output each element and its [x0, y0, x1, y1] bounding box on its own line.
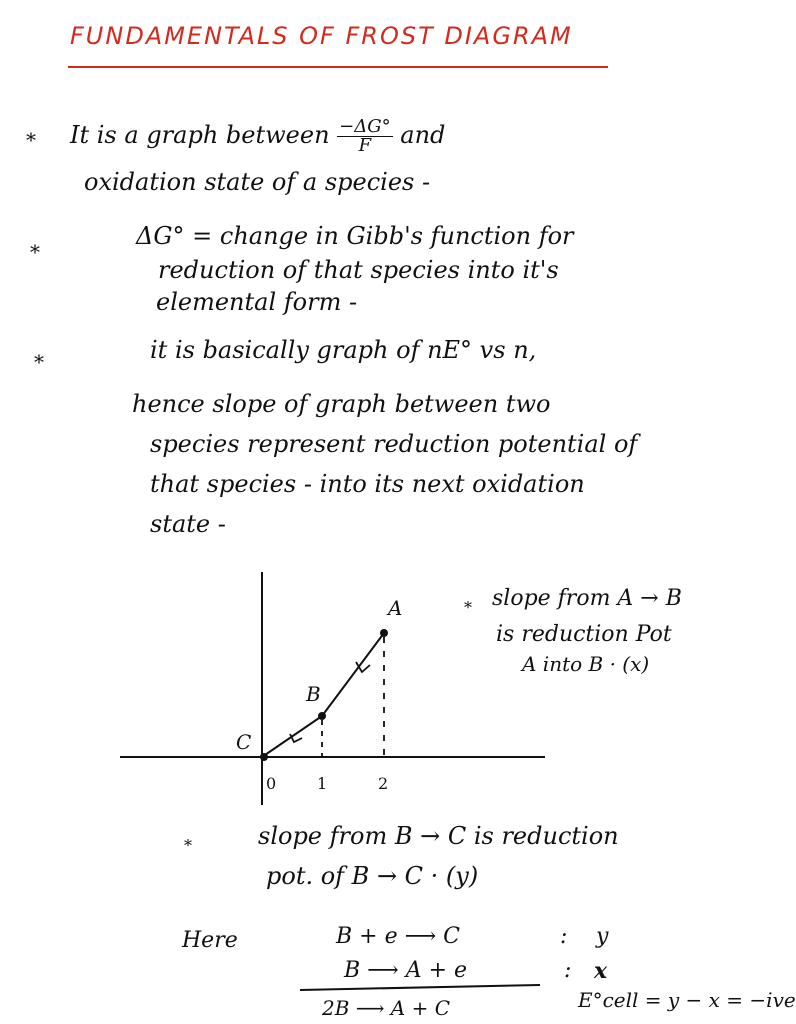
arrow-b-to-c — [290, 734, 302, 742]
line-1-post: and — [400, 121, 446, 149]
line-2: oxidation state of a species - — [84, 168, 431, 196]
p3-line-4: that species - into its next oxidation — [150, 470, 585, 498]
label-a: A — [388, 596, 403, 620]
eq-1-lhs: B + e ⟶ C — [336, 924, 460, 949]
frac-numerator: −ΔG° — [339, 116, 391, 137]
sum-line — [300, 985, 540, 990]
bullet-3: * — [34, 350, 44, 374]
label-c: C — [236, 730, 252, 754]
eq-2-lhs: B ⟶ A + e — [344, 958, 468, 983]
tick-2: 2 — [378, 774, 389, 793]
bullet-side: * — [464, 598, 472, 617]
eq-2-val: x — [594, 958, 608, 984]
bullet-1: * — [26, 128, 36, 152]
point-c — [260, 753, 268, 761]
eq-3-lhs: 2B ⟶ A + C — [322, 996, 451, 1020]
bullet-4: * — [184, 836, 192, 855]
line-1-pre: It is a graph between — [70, 121, 330, 149]
point-b — [318, 712, 326, 720]
p3-line-1: it is basically graph of nE° vs n, — [150, 336, 537, 364]
frost-line — [262, 633, 384, 757]
bullet-2: * — [30, 240, 40, 264]
def-line-2: reduction of that species into it's — [158, 256, 559, 284]
tick-0: 0 — [266, 774, 277, 793]
e-cell-result: E°cell = y − x = −ive — [578, 988, 796, 1012]
eq-2-sep: : — [564, 958, 572, 983]
arrow-a-to-b — [356, 662, 370, 672]
side-note-line-1: slope from A → B — [492, 586, 682, 611]
page-title: FUNDAMENTALS OF FROST DIAGRAM — [70, 22, 573, 50]
label-b: B — [306, 682, 321, 706]
tick-1: 1 — [317, 774, 328, 793]
p3-line-2: hence slope of graph between two — [132, 390, 551, 418]
frac-denominator: F — [358, 135, 372, 156]
def-line-3: elemental form - — [156, 288, 358, 316]
eq-1-sep: : — [560, 924, 568, 949]
side-note-line-2: is reduction Pot — [496, 622, 672, 647]
here-label: Here — [182, 928, 238, 953]
p3-line-3: species represent reduction potential of — [150, 430, 638, 458]
point-a — [380, 629, 388, 637]
p4-line-1: slope from B → C is reduction — [258, 822, 619, 850]
side-note-line-3: A into B · (x) — [522, 652, 650, 676]
def-line-1: ΔG° = change in Gibb's function for — [136, 222, 574, 250]
p3-line-5: state - — [150, 510, 226, 538]
eq-1-val: y — [596, 924, 609, 949]
p4-line-2: pot. of B → C · (y) — [266, 862, 479, 890]
